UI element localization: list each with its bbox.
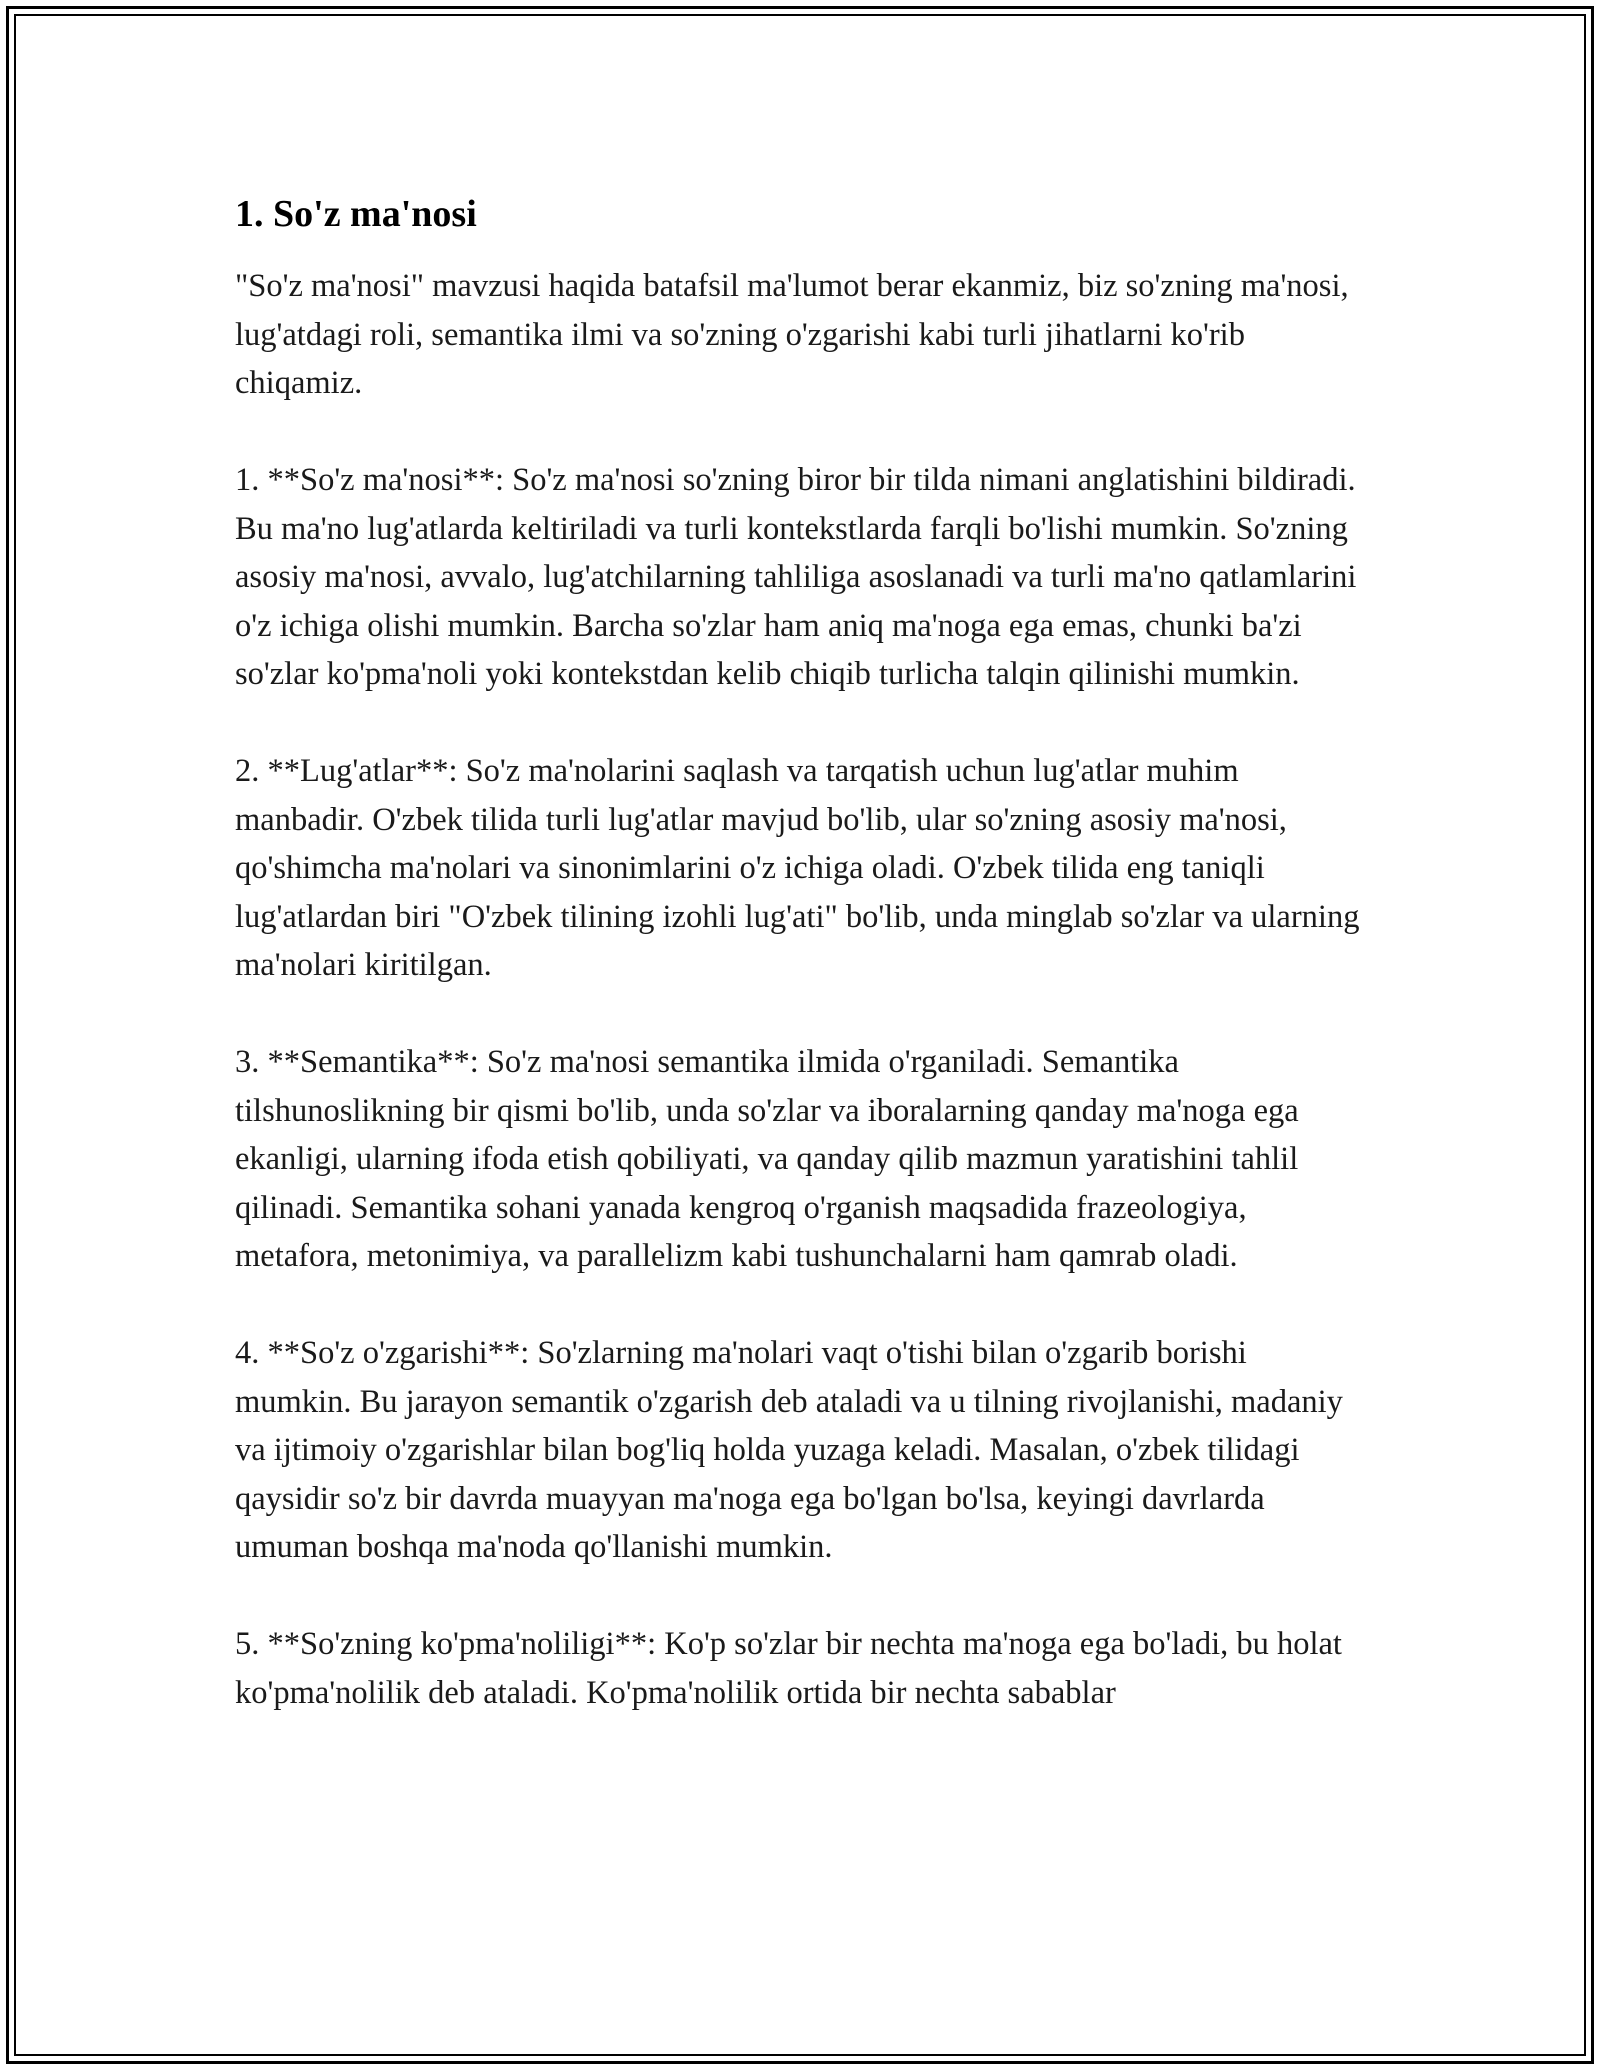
paragraph-semantika: 3. **Semantika**: So'z ma'nosi semantika ilmida o'rganiladi. Semantika tilshunoslikning bir qismi bo'lib, unda so'zlar va iboralarning qanday ma'noga ega ekanligi, ularning ifoda etish qobiliyati, va qanday qilib mazmun yaratishini tahlil qilinadi. Semantika sohani yanada kengroq o'rganish maqsadida frazeologiya, metafora, metonimiya, va parallelizm kabi tushunchalarni ham qamrab oladi. [235, 1044, 1299, 1274]
intro-paragraph: "So'z ma'nosi" mavzusi haqida batafsil ma'lumot berar ekanmiz, biz so'zning ma'nosi, lug'atdagi roli, semantika ilmi va so'zning o'zgarishi kabi turli jihatlarni ko'rib chiqamiz. [235, 268, 1349, 401]
paragraph-soz-manosi: 1. **So'z ma'nosi**: So'z ma'nosi so'zning biror bir tilda nimani anglatishini bildiradi. Bu ma'no lug'atlarda keltiriladi va turli kontekstlarda farqli bo'lishi mumkin. So'zning asosiy ma'nosi, avvalo, lug'atchilarning tahliliga asoslanadi va turli ma'no qatlamlarini o'z ichiga olishi mumkin. Barcha so'zlar ham aniq ma'noga ega emas, chunki ba'zi so'zlar ko'pma'noli yoki kontekstdan kelib chiqib turlicha talqin qilinishi mumkin. [235, 462, 1357, 692]
document-body [235, 186, 1370, 1766]
paragraph-kopmanolilik: 5. **So'zning ko'pma'noliligi**: Ko'p so'zlar bir nechta ma'noga ega bo'ladi, bu holat ko'pma'nolilik deb ataladi. Ko'pma'nolilik ortida bir nechta sabablar [235, 1626, 1342, 1711]
paragraph-soz-ozgarishi: 4. **So'z o'zgarishi**: So'zlarning ma'nolari vaqt o'tishi bilan o'zgarib borishi mumkin. Bu jarayon semantik o'zgarish deb ataladi va u tilning rivojlanishi, madaniy va ijtimoiy o'zgarishlar bilan bog'liq holda yuzaga keladi. Masalan, o'zbek tilidagi qaysidir so'z bir davrda muayyan ma'noga ega bo'lgan bo'lsa, keyingi davrlarda umuman boshqa ma'noda qo'llanishi mumkin. [235, 1335, 1343, 1565]
section-heading: 1. So'z ma'nosi [235, 193, 477, 235]
paragraph-lugatlar: 2. **Lug'atlar**: So'z ma'nolarini saqlash va tarqatish uchun lug'atlar muhim manbadir. O'zbek tilida turli lug'atlar mavjud bo'lib, ular so'zning asosiy ma'nosi, qo'shimcha ma'nolari va sinonimlarini o'z ichiga oladi. O'zbek tilida eng taniqli lug'atlardan biri "O'zbek tilining izohli lug'ati" bo'lib, unda minglab so'zlar va ularning ma'nolari kiritilgan. [235, 753, 1360, 983]
